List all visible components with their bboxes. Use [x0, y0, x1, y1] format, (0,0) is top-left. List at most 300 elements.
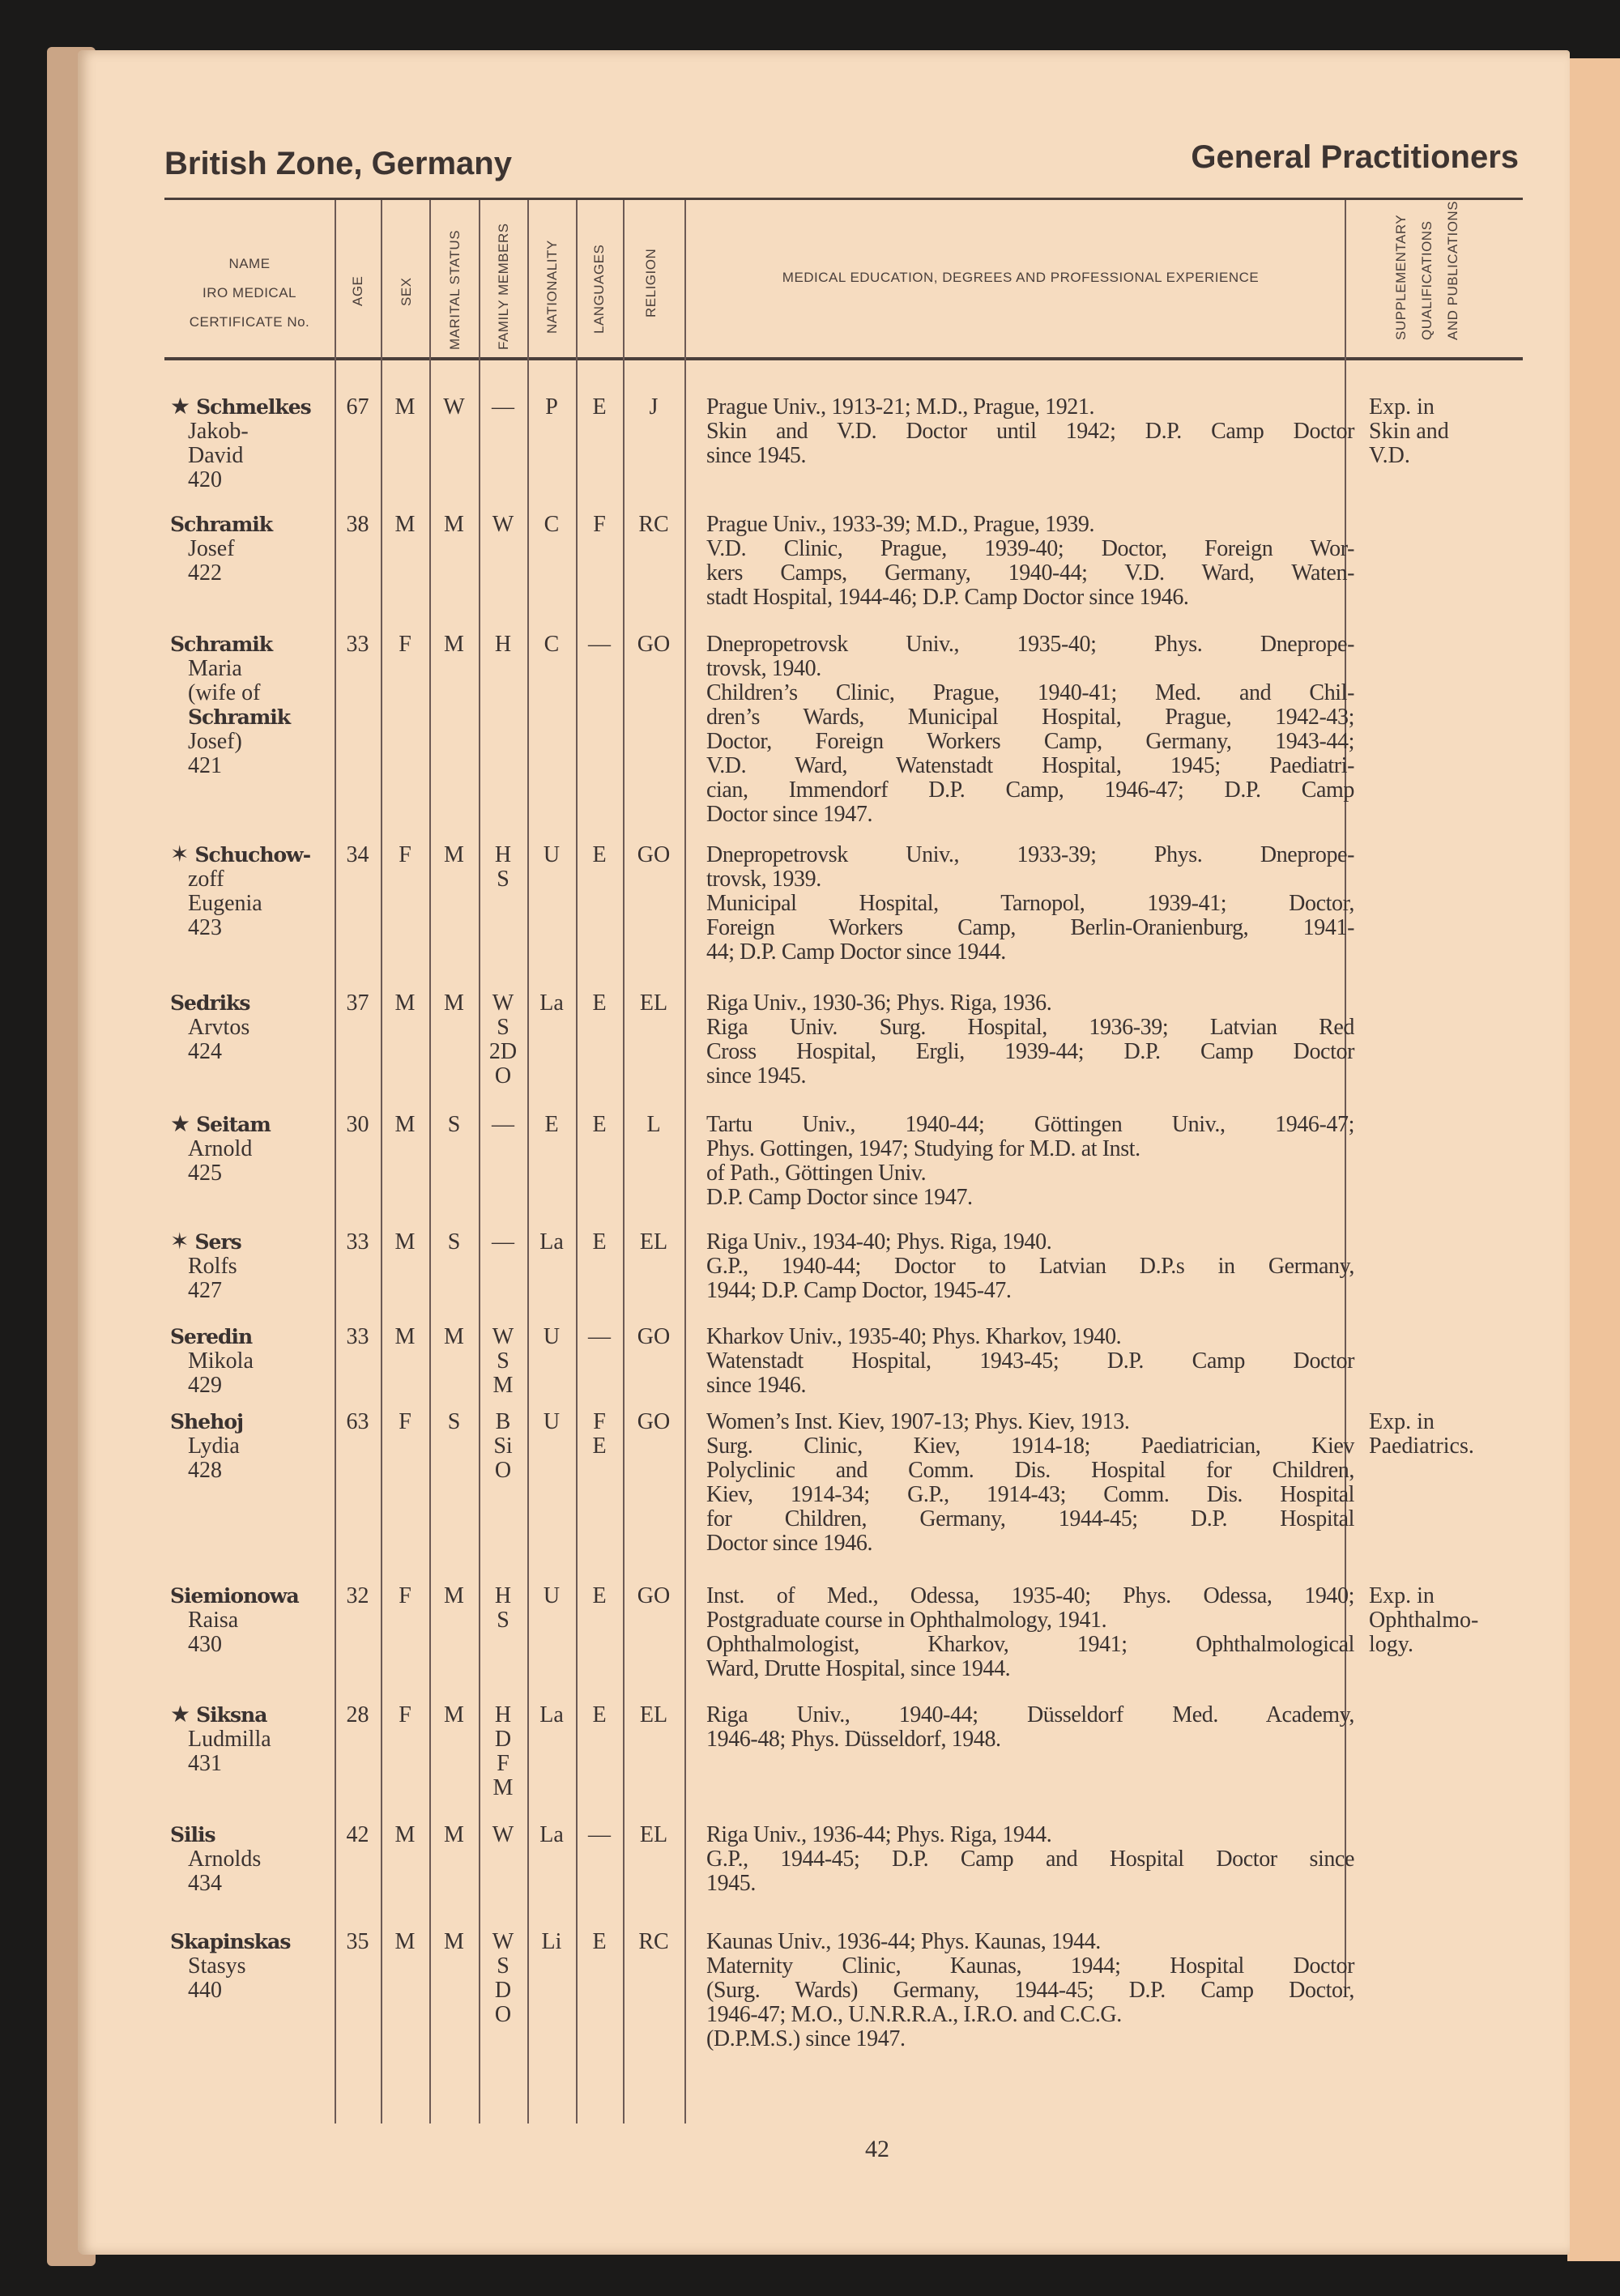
name-part: Josef) [188, 729, 242, 754]
family-value: D [494, 1978, 512, 2003]
sex-cell [381, 395, 429, 420]
marital-cell [429, 843, 479, 867]
nationality-value: U [543, 1583, 561, 1608]
name-line [170, 1279, 332, 1303]
education-line: Ward, Drutte Hospital, since 1944. [706, 1656, 1011, 1681]
name-cell [170, 1823, 332, 1896]
nationality-cell [527, 1325, 576, 1349]
age-value: 63 [346, 1409, 369, 1434]
marital-cell [429, 991, 479, 1016]
family-value: D [494, 1727, 512, 1752]
education-line: Postgraduate course in Ophthalmology, 1941. [706, 1608, 1107, 1633]
languages-cell [576, 843, 623, 867]
education-cell [706, 1930, 1354, 2051]
languages-cell [576, 633, 623, 657]
name-part: Maria [188, 656, 242, 681]
education-line: cian, Immendorf D.P. Camp, 1946-47; D.P. Camp [706, 777, 1354, 803]
name-line [170, 754, 332, 778]
family-cell [479, 1703, 527, 1800]
education-line: trovsk, 1939. [706, 867, 821, 892]
name-line [170, 1230, 332, 1254]
education-line: Riga Univ., 1936-44; Phys. Riga, 1944. [706, 1822, 1052, 1847]
education-cell [706, 513, 1354, 610]
marital-value: M [444, 1583, 464, 1608]
family-value: B [495, 1409, 511, 1434]
religion-value: EL [639, 990, 668, 1016]
age-value: 37 [346, 990, 369, 1016]
name-line [170, 1254, 332, 1279]
languages-value: E [592, 1929, 607, 1954]
name-cell [170, 1113, 332, 1186]
sex-cell [381, 1230, 429, 1254]
nationality-cell [527, 395, 576, 420]
name-cell [170, 633, 332, 778]
marital-value: M [444, 990, 464, 1016]
name-part: 422 [188, 560, 222, 586]
name-line [170, 1137, 332, 1161]
family-cell [479, 1823, 527, 1847]
marital-cell [429, 1703, 479, 1727]
supplementary-line: Exp. in [1369, 1583, 1435, 1608]
name-line [170, 1459, 332, 1483]
religion-value: GO [637, 1324, 671, 1349]
name-line [170, 513, 332, 537]
age-value: 38 [346, 512, 369, 537]
education-line: Doctor, Foreign Workers Camp, Germany, 1943-44; [706, 729, 1354, 754]
family-value: S [497, 867, 509, 892]
name-line [170, 1584, 332, 1608]
supplementary-line: logy. [1369, 1632, 1413, 1657]
marital-cell [429, 513, 479, 537]
section-heading: General Practitioners [1191, 139, 1519, 175]
religion-cell [623, 1823, 684, 1847]
education-line: Doctor since 1947. [706, 802, 873, 827]
column-header-nationality: NATIONALITY [544, 240, 560, 334]
sex-value: M [394, 512, 416, 537]
education-line: since 1946. [706, 1373, 807, 1398]
age-value: 35 [346, 1929, 369, 1954]
name-line [170, 1954, 332, 1979]
name-part: Arvtos [188, 1015, 250, 1040]
age-value: 67 [346, 394, 369, 420]
languages-cell [576, 395, 623, 420]
name-line [170, 1872, 332, 1896]
supplementary-line: Skin and [1369, 419, 1449, 444]
column-header-education: MEDICAL EDUCATION, DEGREES AND PROFESSIONAL EXPERIENCE [782, 270, 1260, 285]
education-line: Polyclinic and Comm. Dis. Hospital for Children, [706, 1458, 1354, 1483]
region-heading: British Zone, Germany [164, 146, 512, 181]
sex-value: F [399, 1583, 411, 1608]
column-header-name [173, 249, 326, 337]
sex-cell [381, 991, 429, 1016]
name-line [170, 420, 332, 444]
header-bottom-rule [164, 357, 1523, 360]
education-cell [706, 395, 1354, 468]
education-line: trovsk, 1940. [706, 656, 821, 681]
religion-value: GO [637, 1583, 671, 1608]
name-line [170, 1979, 332, 2003]
name-cell [170, 395, 332, 492]
marital-value: M [444, 512, 464, 537]
family-cell [479, 513, 527, 537]
name-line [170, 1325, 332, 1349]
column-header-sex: SEX [399, 277, 414, 306]
education-line: 44; D.P. Camp Doctor since 1944. [706, 939, 1006, 965]
education-line: Skin and V.D. Doctor until 1942; D.P. Camp Doctor [706, 419, 1354, 444]
name-part: Stasys [188, 1953, 246, 1979]
surname: Schuchow- [194, 843, 311, 867]
name-line [170, 1113, 332, 1137]
name-line [170, 991, 332, 1016]
sex-value: F [399, 1409, 411, 1434]
nationality-value: U [543, 1409, 561, 1434]
education-line: for Children, Germany, 1944-45; D.P. Hospital [706, 1506, 1354, 1531]
name-part: 431 [188, 1751, 222, 1776]
age-cell [335, 1703, 381, 1727]
name-line [170, 1823, 332, 1847]
age-value: 33 [346, 1229, 369, 1254]
education-cell [706, 1113, 1354, 1210]
family-value: — [492, 1112, 514, 1137]
name-part: 425 [188, 1161, 222, 1186]
education-line: Maternity Clinic, Kaunas, 1944; Hospital Doctor [706, 1953, 1354, 1979]
education-line: Children’s Clinic, Prague, 1940-41; Med. and Chil- [706, 680, 1354, 705]
religion-value: RC [638, 512, 669, 537]
surname: Seitam [196, 1113, 271, 1136]
languages-value: E [592, 842, 607, 867]
nationality-cell [527, 1410, 576, 1434]
education-line: Prague Univ., 1913-21; M.D., Prague, 1921. [706, 394, 1095, 420]
surname: Silis [170, 1823, 215, 1847]
nationality-value: E [544, 1112, 559, 1137]
family-value: W [492, 1324, 514, 1349]
certificate-label: CERTIFICATE No. [189, 314, 310, 330]
religion-value: GO [637, 1409, 671, 1434]
age-value: 42 [346, 1822, 369, 1847]
marital-cell [429, 1113, 479, 1137]
supplementary-line: Paediatrics. [1369, 1433, 1474, 1459]
sex-cell [381, 633, 429, 657]
languages-cell [576, 513, 623, 537]
languages-value: E [592, 1112, 607, 1137]
education-line: Kaunas Univ., 1936-44; Phys. Kaunas, 1944. [706, 1929, 1101, 1954]
languages-value: F [593, 1409, 606, 1434]
education-line: G.P., 1940-44; Doctor to Latvian D.P.s in Germany, [706, 1254, 1354, 1279]
supplementary-line: Ophthalmo- [1369, 1608, 1479, 1633]
name-part: David [188, 443, 244, 468]
religion-cell [623, 395, 684, 420]
family-value: S [497, 1953, 509, 1979]
nationality-cell [527, 1230, 576, 1254]
sex-value: F [399, 1702, 411, 1727]
sex-cell [381, 1584, 429, 1608]
nationality-value: La [539, 1822, 564, 1847]
supplementary-cell [1369, 395, 1523, 468]
education-line: Municipal Hospital, Tarnopol, 1939-41; Doctor, [706, 891, 1354, 916]
sex-cell [381, 513, 429, 537]
name-line [170, 705, 332, 730]
education-line: stadt Hospital, 1944-46; D.P. Camp Doctor since 1946. [706, 585, 1189, 610]
star-icon: ★ [170, 394, 197, 420]
education-cell [706, 1584, 1354, 1681]
religion-value: GO [637, 842, 671, 867]
sex-cell [381, 843, 429, 867]
religion-cell [623, 1230, 684, 1254]
page-number: 42 [865, 2136, 889, 2162]
religion-value: L [646, 1112, 661, 1137]
name-line [170, 633, 332, 657]
marital-value: M [444, 1324, 464, 1349]
religion-cell [623, 1703, 684, 1727]
languages-value: — [588, 632, 611, 657]
family-value: H [494, 842, 512, 867]
education-line: Surg. Clinic, Kiev, 1914-18; Paediatrician, Kiev [706, 1433, 1354, 1459]
name-line [170, 1930, 332, 1954]
age-cell [335, 1113, 381, 1137]
nationality-cell [527, 1113, 576, 1137]
education-line: D.P. Camp Doctor since 1947. [706, 1185, 973, 1210]
sex-cell [381, 1410, 429, 1434]
surname: Siksna [196, 1703, 267, 1727]
age-cell [335, 843, 381, 867]
religion-value: RC [638, 1929, 669, 1954]
name-cell [170, 1703, 332, 1776]
name-line [170, 892, 332, 916]
marital-cell [429, 1230, 479, 1254]
name-line [170, 444, 332, 468]
languages-cell [576, 1930, 623, 1954]
nationality-cell [527, 513, 576, 537]
name-part: 434 [188, 1871, 222, 1896]
education-cell [706, 991, 1354, 1088]
name-part: 427 [188, 1278, 222, 1303]
family-value: W [492, 990, 514, 1016]
name-cell [170, 843, 332, 940]
family-value: F [497, 1751, 509, 1776]
education-line: Tartu Univ., 1940-44; Göttingen Univ., 1946-47; [706, 1112, 1354, 1137]
marital-cell [429, 633, 479, 657]
languages-cell [576, 1325, 623, 1349]
family-value: M [492, 1373, 514, 1398]
education-line: dren’s Wards, Municipal Hospital, Prague, 1942-43; [706, 705, 1354, 730]
name-cell [170, 1930, 332, 2003]
religion-cell [623, 991, 684, 1016]
name-part: Lydia [188, 1433, 240, 1459]
marital-cell [429, 1410, 479, 1434]
star-icon: ★ [170, 1702, 197, 1727]
education-line: V.D. Clinic, Prague, 1939-40; Doctor, Foreign Wor- [706, 536, 1354, 561]
name-line [170, 1608, 332, 1633]
family-cell [479, 633, 527, 657]
name-part: Arnolds [188, 1847, 262, 1872]
column-header-religion: RELIGION [643, 248, 659, 317]
education-line: 1946-48; Phys. Düsseldorf, 1948. [706, 1727, 1001, 1752]
name-cell [170, 1584, 332, 1657]
marital-value: S [447, 1229, 461, 1254]
marital-value: M [444, 1822, 464, 1847]
name-part: 440 [188, 1978, 222, 2003]
name-part: Ludmilla [188, 1727, 271, 1752]
languages-value: E [592, 1229, 607, 1254]
age-cell [335, 1930, 381, 1954]
family-cell [479, 1930, 527, 2027]
column-header-age: AGE [350, 275, 365, 306]
family-value: 2D [488, 1039, 518, 1064]
name-line [170, 561, 332, 586]
education-line: V.D. Ward, Watenstadt Hospital, 1945; Paediatri- [706, 753, 1354, 778]
name-line [170, 1847, 332, 1872]
family-value: H [494, 1702, 512, 1727]
nationality-value: U [543, 842, 561, 867]
religion-value: EL [639, 1822, 668, 1847]
languages-value: E [592, 1433, 607, 1459]
surname: Sers [194, 1230, 241, 1254]
nationality-cell [527, 1823, 576, 1847]
name-part: (wife of [188, 680, 261, 705]
name-part: Raisa [188, 1608, 239, 1633]
marital-cell [429, 1930, 479, 1954]
education-line: Riga Univ., 1930-36; Phys. Riga, 1936. [706, 990, 1052, 1016]
name-cell [170, 1230, 332, 1303]
supplementary-line: V.D. [1369, 443, 1410, 468]
education-line: Watenstadt Hospital, 1943-45; D.P. Camp Doctor [706, 1348, 1354, 1374]
name-line [170, 1349, 332, 1374]
name-part: Arnold [188, 1136, 253, 1161]
education-cell [706, 1703, 1354, 1752]
family-cell [479, 395, 527, 420]
education-line: of Path., Göttingen Univ. [706, 1161, 927, 1186]
marital-value: M [444, 1702, 464, 1727]
marital-cell [429, 395, 479, 420]
marital-value: W [443, 394, 465, 420]
marital-cell [429, 1325, 479, 1349]
education-line: Phys. Gottingen, 1947; Studying for M.D. at Inst. [706, 1136, 1140, 1161]
marital-value: S [447, 1409, 461, 1434]
nationality-value: U [543, 1324, 561, 1349]
name-part: 424 [188, 1039, 222, 1064]
sex-cell [381, 1930, 429, 1954]
marital-value: S [447, 1112, 461, 1137]
languages-value: E [592, 1702, 607, 1727]
religion-value: EL [639, 1702, 668, 1727]
nationality-value: La [539, 1229, 564, 1254]
languages-value: — [588, 1822, 611, 1847]
religion-value: GO [637, 632, 671, 657]
nationality-cell [527, 991, 576, 1016]
name-part: Rolfs [188, 1254, 237, 1279]
surname: Schmelkes [196, 395, 311, 419]
age-cell [335, 513, 381, 537]
family-value: O [494, 1458, 512, 1483]
education-line: 1946-47; M.O., U.N.R.R.A., I.R.O. and C.C.G. [706, 2002, 1122, 2027]
name-line [170, 730, 332, 754]
sex-value: M [394, 1929, 416, 1954]
name-cell [170, 513, 332, 586]
name-line [170, 657, 332, 681]
age-cell [335, 1230, 381, 1254]
age-value: 33 [346, 632, 369, 657]
education-cell [706, 633, 1354, 827]
name-part: 420 [188, 467, 222, 492]
asterisk-icon: ✶ [170, 842, 195, 867]
family-cell [479, 1113, 527, 1137]
marital-value: M [444, 842, 464, 867]
age-cell [335, 633, 381, 657]
family-value: S [497, 1015, 509, 1040]
education-line: Foreign Workers Camp, Berlin-Oranienburg, 1941- [706, 915, 1354, 940]
education-line: G.P., 1944-45; D.P. Camp and Hospital Doctor since [706, 1847, 1354, 1872]
name-line [170, 1161, 332, 1186]
name-line [170, 843, 332, 867]
education-line: Kharkov Univ., 1935-40; Phys. Kharkov, 1940. [706, 1324, 1122, 1349]
supplementary-line: Exp. in [1369, 394, 1435, 420]
languages-cell [576, 1230, 623, 1254]
sex-cell [381, 1703, 429, 1727]
family-value: O [494, 1063, 512, 1088]
supplementary-cell [1369, 1584, 1523, 1657]
name-cell [170, 1325, 332, 1398]
age-value: 32 [346, 1583, 369, 1608]
religion-cell [623, 1113, 684, 1137]
sex-value: M [394, 1822, 416, 1847]
name-line [170, 537, 332, 561]
name-line [170, 1016, 332, 1040]
education-line: since 1945. [706, 1063, 807, 1088]
marital-cell [429, 1823, 479, 1847]
age-value: 28 [346, 1702, 369, 1727]
name-part: Eugenia [188, 891, 262, 916]
sex-value: M [394, 1324, 416, 1349]
age-cell [335, 1823, 381, 1847]
name-part: 423 [188, 915, 222, 940]
name-part: 429 [188, 1373, 222, 1398]
education-line: Riga Univ. Surg. Hospital, 1936-39; Latvian Red [706, 1015, 1354, 1040]
nationality-cell [527, 843, 576, 867]
family-value: — [492, 394, 514, 420]
name-line [170, 1633, 332, 1657]
education-cell [706, 1823, 1354, 1896]
family-value: H [494, 1583, 512, 1608]
nationality-value: La [539, 1702, 564, 1727]
asterisk-icon: ✶ [170, 1229, 195, 1254]
education-line: (D.P.M.S.) since 1947. [706, 2026, 906, 2051]
religion-cell [623, 633, 684, 657]
family-value: W [492, 1822, 514, 1847]
education-line: Dnepropetrovsk Univ., 1933-39; Phys. Dneprope- [706, 842, 1354, 867]
surname: Sedriks [170, 991, 250, 1015]
nationality-value: Li [541, 1929, 562, 1954]
next-page-edge [1567, 58, 1620, 2261]
nationality-cell [527, 1930, 576, 1954]
supplementary-line: Exp. in [1369, 1409, 1435, 1434]
languages-value: — [588, 1324, 611, 1349]
column-divider [684, 200, 686, 2123]
surname: Skapinskas [170, 1930, 291, 1953]
nationality-cell [527, 1584, 576, 1608]
age-cell [335, 991, 381, 1016]
name-part: zoff [188, 867, 224, 892]
family-cell [479, 991, 527, 1088]
sex-value: F [399, 632, 411, 657]
name-part: Mikola [188, 1348, 254, 1374]
name-line [170, 468, 332, 492]
name-part: 421 [188, 753, 222, 778]
languages-value: E [592, 990, 607, 1016]
languages-cell [576, 1703, 623, 1727]
column-header-marital: MARITAL STATUS [447, 229, 463, 350]
age-value: 34 [346, 842, 369, 867]
religion-cell [623, 1410, 684, 1434]
